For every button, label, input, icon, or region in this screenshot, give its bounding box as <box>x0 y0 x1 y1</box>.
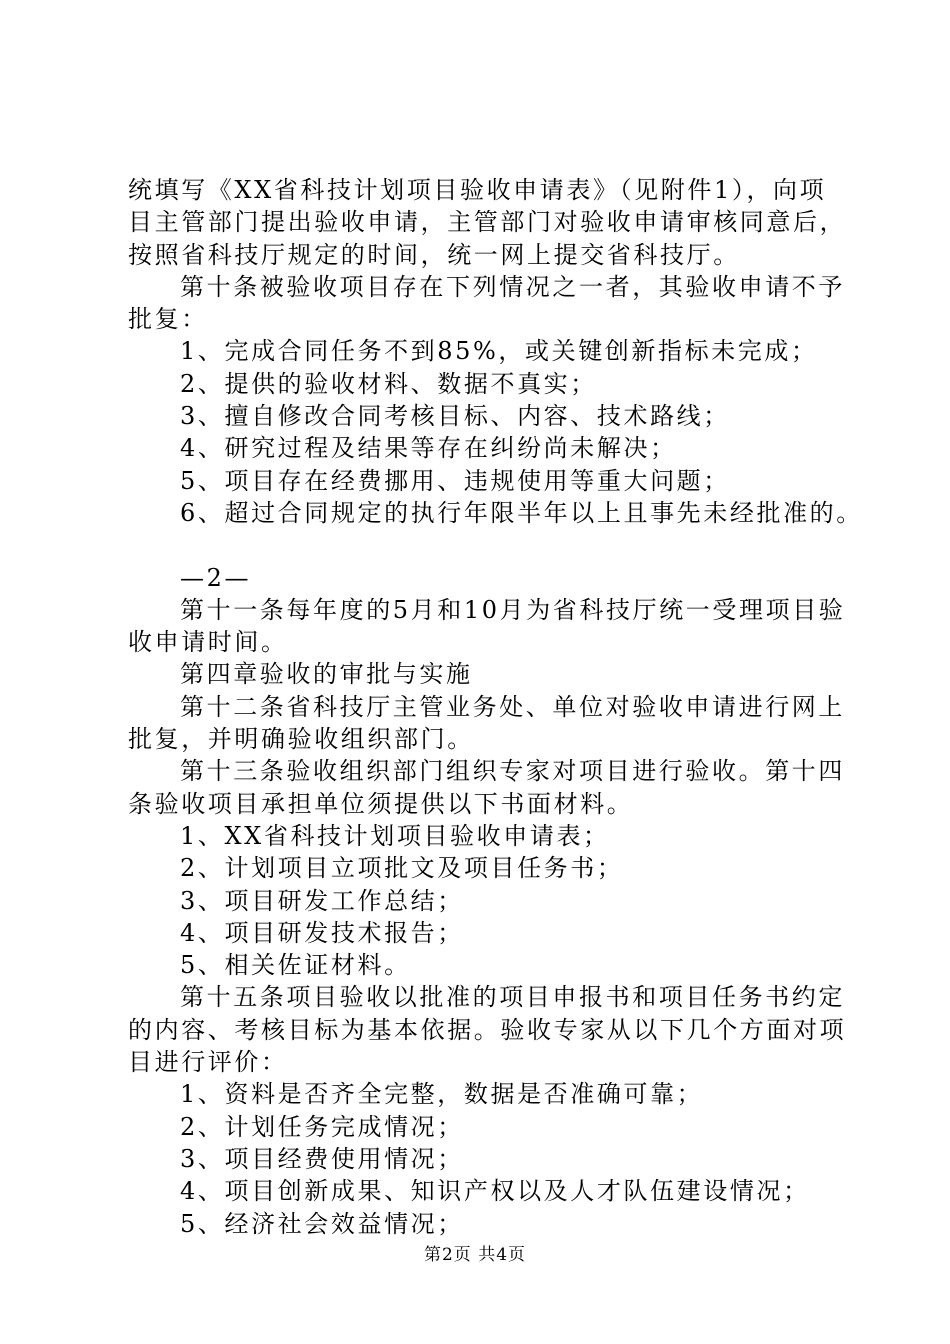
text-line: 3、项目经费使用情况； <box>180 1144 464 1173</box>
text-line: 收申请时间。 <box>128 628 288 657</box>
blank-line <box>128 529 838 561</box>
text-line: 第十条被验收项目存在下列情况之一者，其验收申请不予 <box>180 272 845 301</box>
text-line: 1、完成合同任务不到85%，或关键创新指标未完成； <box>180 337 818 366</box>
text-line: 4、项目研发技术报告； <box>180 918 464 947</box>
text-line: 批复： <box>128 305 208 334</box>
text-line: 4、项目创新成果、知识产权以及人才队伍建设情况； <box>180 1177 810 1206</box>
text-line: 第四章验收的审批与实施 <box>180 660 473 689</box>
text-line: 1、XX省科技计划项目验收申请表； <box>180 821 610 850</box>
text-line: 第十一条每年度的5月和10月为省科技厅统一受理项目验 <box>180 595 846 624</box>
text-line: 第十二条省科技厅主管业务处、单位对验收申请进行网上 <box>180 692 845 721</box>
text-line: 6、超过合同规定的执行年限半年以上且事先未经批准的。 <box>180 498 863 527</box>
text-line: 1、资料是否齐全完整，数据是否准确可靠； <box>180 1080 704 1109</box>
text-line: 3、项目研发工作总结； <box>180 886 464 915</box>
text-line: 2、计划任务完成情况； <box>180 1112 464 1141</box>
text-line: 3、擅自修改合同考核目标、内容、技术路线； <box>180 402 730 431</box>
text-line: 5、相关佐证材料。 <box>180 951 411 980</box>
text-line: 2、提供的验收材料、数据不真实； <box>180 369 597 398</box>
text-line: 2、计划项目立项批文及项目任务书； <box>180 854 624 883</box>
text-line: 4、研究过程及结果等存在纠纷尚未解决； <box>180 434 677 463</box>
text-line: —2— <box>180 563 252 592</box>
text-line: 第十五条项目验收以批准的项目申报书和项目任务书约定 <box>180 983 845 1012</box>
text-line: 第十三条验收组织部门组织专家对项目进行验收。第十四 <box>180 757 845 786</box>
text-line: 5、项目存在经费挪用、违规使用等重大问题； <box>180 466 730 495</box>
text-line: 5、经济社会效益情况； <box>180 1209 464 1238</box>
text-line: 按照省科技厅规定的时间，统一网上提交省科技厅。 <box>128 240 740 269</box>
page-footer: 第2页 共4页 <box>423 1245 527 1265</box>
text-line: 批复，并明确验收组织部门。 <box>128 725 474 754</box>
text-line: 条验收项目承担单位须提供以下书面材料。 <box>128 789 634 818</box>
text-line: 目主管部门提出验收申请，主管部门对验收申请审核同意后， <box>128 208 847 237</box>
text-line: 目进行评价： <box>128 1048 288 1077</box>
text-line: 统填写《XX省科技计划项目验收申请表》（见附件1），向项 <box>128 176 827 204</box>
document-body <box>128 174 863 1240</box>
text-line: 的内容、考核目标为基本依据。验收专家从以下几个方面对项 <box>128 1015 847 1044</box>
